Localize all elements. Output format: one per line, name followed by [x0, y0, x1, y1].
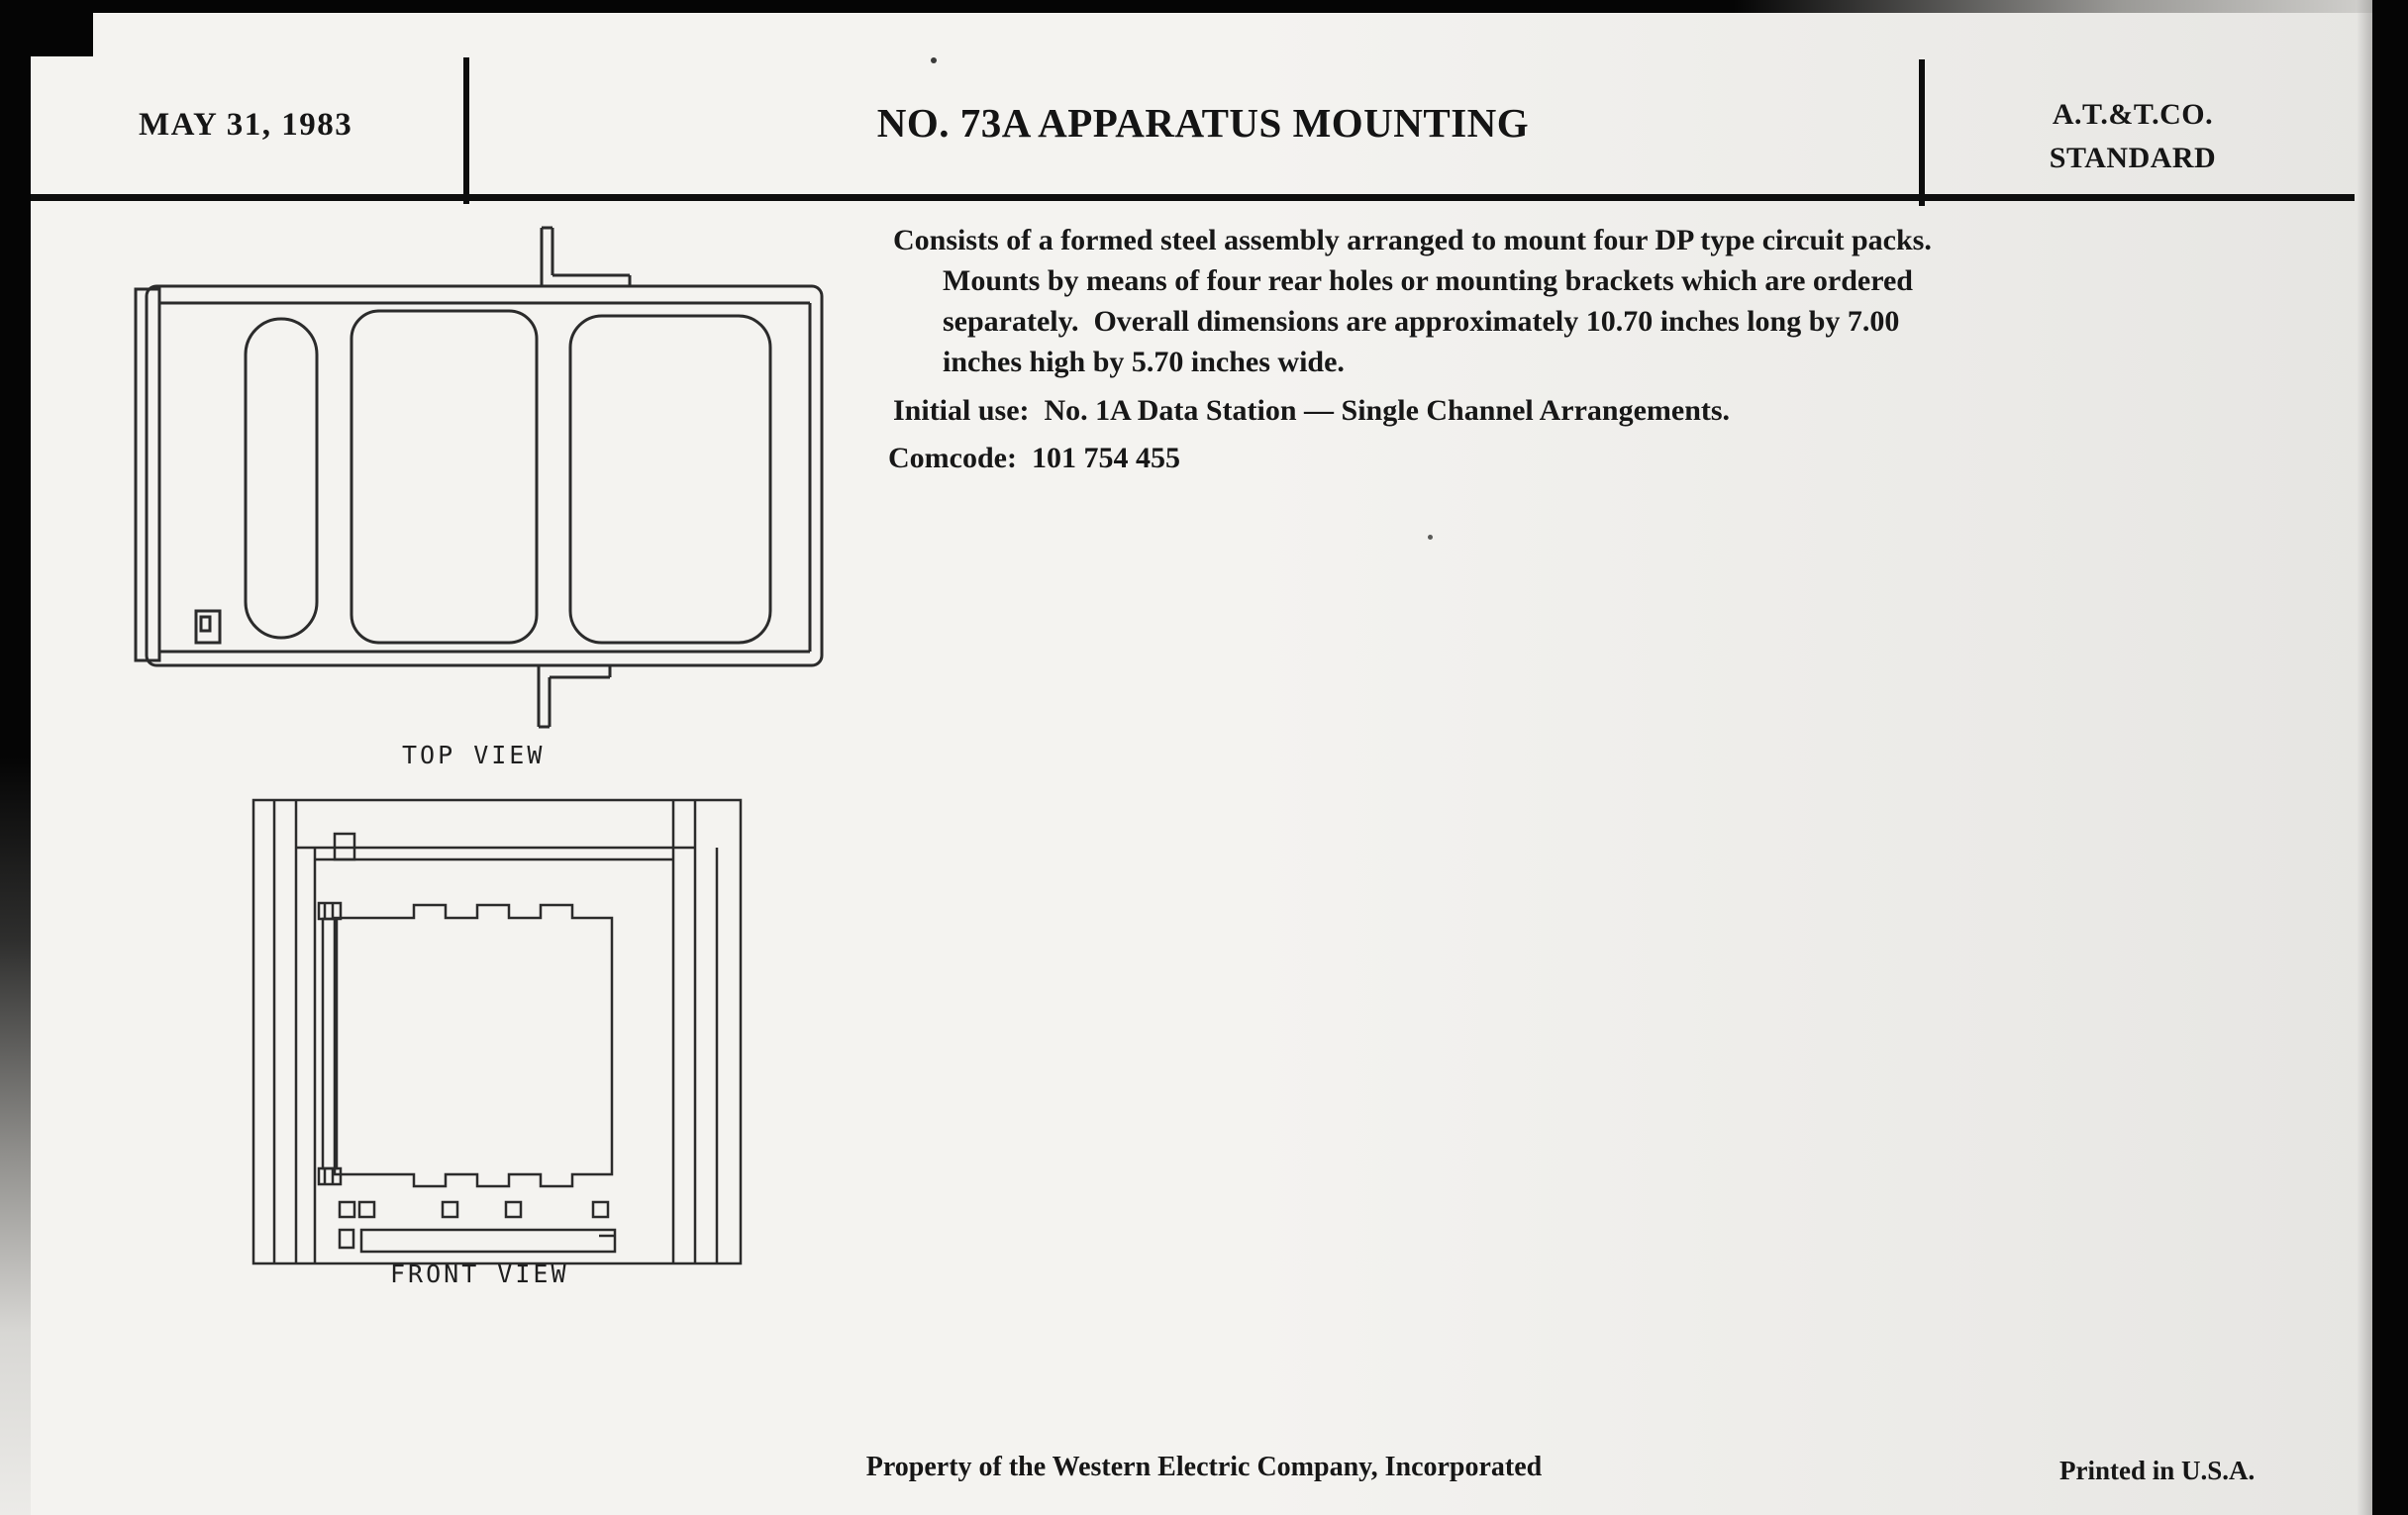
description-line: Consists of a formed steel assembly arranged to mount four DP type circuit packs.	[893, 224, 1932, 256]
property-notice: Property of the Western Electric Company, Incorporated	[865, 1452, 1543, 1482]
scan-artifact-right-strip	[2372, 0, 2408, 1515]
scan-speck	[1428, 535, 1433, 540]
top-view-lines	[136, 228, 822, 727]
header-divider-right	[1919, 59, 1925, 206]
header-divider-left	[463, 57, 469, 204]
description-paragraph	[888, 220, 1932, 382]
standard-label	[2004, 93, 2261, 180]
front-view-lines	[253, 800, 741, 1263]
issue-date: MAY 31, 1983	[139, 107, 353, 143]
standard-word: STANDARD	[2049, 142, 2217, 174]
page-title: NO. 73A APPARATUS MOUNTING	[876, 100, 1530, 146]
comcode-line: Comcode: 101 754 455	[888, 442, 1180, 474]
description-line: Mounts by means of four rear holes or mounting brackets which are ordered	[943, 264, 1913, 297]
front-view-caption: FRONT VIEW	[390, 1260, 569, 1288]
header-rule	[22, 194, 2355, 201]
description-line: inches high by 5.70 inches wide.	[943, 346, 1345, 378]
description-line: separately. Overall dimensions are approximately 10.70 inches long by 7.00	[943, 305, 1900, 338]
initial-use-line: Initial use: No. 1A Data Station — Single Channel Arrangements.	[893, 394, 1731, 427]
scan-artifact-left-strip	[0, 0, 31, 1515]
top-view-drawing	[129, 220, 846, 747]
scan-artifact-top-bar	[0, 0, 2408, 13]
scan-speck	[931, 57, 937, 63]
scan-artifact-right-shadow	[2357, 0, 2372, 1515]
standard-company: A.T.&T.CO.	[2052, 98, 2214, 131]
printed-in-usa: Printed in U.S.A.	[2059, 1456, 2256, 1485]
front-view-drawing	[248, 794, 754, 1271]
top-view-caption: TOP VIEW	[402, 741, 546, 769]
